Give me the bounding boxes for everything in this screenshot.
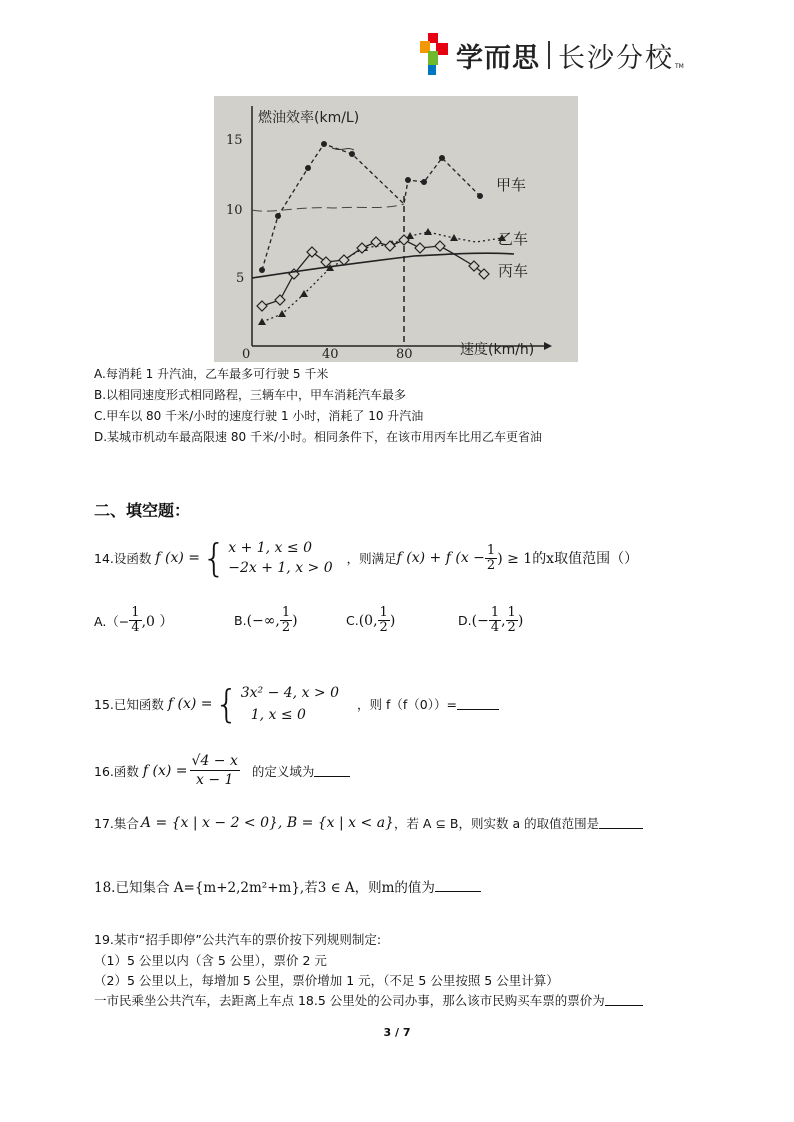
x-tick-40: 40 bbox=[322, 347, 339, 362]
x-axis-arrow bbox=[544, 342, 552, 350]
q15-brace: { bbox=[214, 682, 239, 726]
q16-frac bbox=[190, 752, 240, 789]
q14-option-d: D. (− $\frac{1}{4}$ , $\frac{1}{2}$ ) bbox=[458, 605, 524, 635]
x-tick-0: 0 bbox=[242, 347, 251, 362]
q14-option-a: A.（− $\frac{1}{4}$ ,0 ） bbox=[94, 605, 174, 635]
y-tick-5: 5 bbox=[236, 271, 245, 286]
q13-option-d: D.某城市机动车最高限速 80 千米/小时。相同条件下，在该市用丙车比用乙车更省油 bbox=[94, 430, 542, 444]
q14-cond-b: ) ≥ 1的x取值范围（） bbox=[497, 551, 639, 567]
q14-fx: f (x) = bbox=[155, 550, 201, 566]
series-label-jia: 甲车 bbox=[496, 176, 527, 194]
fuel-efficiency-chart bbox=[214, 96, 578, 362]
q19-line-4-text: 一市民乘坐公共汽车，去距离上车点 18.5 公里处的公司办事，那么该市民购买车票的票价为 bbox=[94, 993, 605, 1008]
series-jia-line bbox=[262, 144, 480, 270]
q19-line-2: （1）5 公里以内（含 5 公里），票价 2 元 bbox=[94, 953, 327, 968]
x-axis-label: 速度(km/h) bbox=[460, 342, 535, 358]
q14-option-c-frac: $\frac{1}{2}$ bbox=[379, 605, 388, 635]
header-logo bbox=[420, 32, 684, 78]
q14-option-c: C. (0, $\frac{1}{2}$ ) bbox=[346, 605, 396, 635]
q19-answer-blank bbox=[605, 994, 643, 1006]
q13-option-c: C.甲车以 80 千米/小时的速度行驶 1 小时，消耗了 10 升汽油 bbox=[94, 409, 424, 423]
q15-answer-blank bbox=[457, 698, 499, 710]
series-label-bing: 丙车 bbox=[498, 262, 529, 280]
brand-separator bbox=[548, 41, 550, 69]
series-label-yi: 乙车 bbox=[498, 230, 529, 248]
q14-prefix: 14.设函数 bbox=[94, 551, 152, 566]
q15-case-1: 3x² − 4, x > 0 bbox=[240, 685, 340, 701]
brand-branch: 长沙分校 bbox=[558, 42, 674, 74]
q14-case-1: x + 1, x ≤ 0 bbox=[228, 540, 312, 556]
q14-option-a-frac: $\frac{1}{4}$ bbox=[131, 605, 140, 635]
question-18 bbox=[94, 876, 481, 896]
page-number: 3 / 7 bbox=[383, 1026, 411, 1039]
x-tick-80: 80 bbox=[396, 347, 413, 362]
q17-prefix: 17.集合 bbox=[94, 816, 139, 831]
q16-prefix: 16.函数 bbox=[94, 763, 139, 779]
q15-suffix: ，则 f（f（0））= bbox=[357, 697, 457, 712]
q14-option-d-frac-2: $\frac{1}{2}$ bbox=[507, 605, 516, 635]
q14-option-b: B. (−∞, $\frac{1}{2}$ ) bbox=[234, 605, 298, 635]
q15-cases bbox=[241, 682, 339, 726]
q14-option-d-frac-1: $\frac{1}{4}$ bbox=[490, 605, 500, 635]
q13-option-a: A.每消耗 1 升汽油，乙车最多可行驶 5 千米 bbox=[94, 367, 329, 381]
question-17 bbox=[94, 814, 643, 832]
q16-answer-blank bbox=[314, 765, 350, 777]
pencil-mark-peak bbox=[332, 148, 354, 150]
q16-fx: f (x) = bbox=[142, 762, 188, 779]
q16-numerator: √4 − x bbox=[191, 753, 238, 769]
q16-suffix: 的定义域为 bbox=[251, 763, 315, 779]
q15-fx: f (x) = bbox=[167, 696, 213, 712]
question-15 bbox=[94, 682, 499, 726]
fuel-efficiency-figure bbox=[214, 96, 578, 362]
q18-answer-blank bbox=[435, 880, 481, 892]
brand-name: 学而思 bbox=[456, 42, 540, 74]
series-jia-points bbox=[259, 141, 483, 273]
q14-case-2: −2x + 1, x > 0 bbox=[228, 560, 333, 576]
pencil-mark-10 bbox=[252, 204, 404, 211]
q18-text: 18.已知集合 A={m+2,2m²+m},若3 ∈ A，则m的值为 bbox=[94, 880, 435, 896]
question-14 bbox=[94, 538, 638, 578]
y-axis-label: 燃油效率(km/L) bbox=[258, 110, 360, 126]
series-yi-line bbox=[262, 232, 502, 322]
q19-line-1: 19.某市“招手即停”公共汽车的票价按下列规则制定: bbox=[94, 932, 382, 947]
q14-brace: { bbox=[202, 536, 227, 580]
y-tick-15: 15 bbox=[226, 133, 243, 148]
section-title: 二、填空题： bbox=[94, 501, 191, 520]
q14-cond-a: f (x) + f (x − bbox=[396, 550, 485, 566]
q15-prefix: 15.已知函数 bbox=[94, 697, 164, 712]
q14-option-b-frac: $\frac{1}{2}$ bbox=[281, 605, 291, 635]
q16-denominator: x − 1 bbox=[195, 772, 234, 788]
q14-middle: ，则满足 bbox=[346, 551, 397, 566]
trademark: TM bbox=[675, 63, 684, 70]
question-16 bbox=[94, 752, 350, 789]
q19-line-3: （2）5 公里以上，每增加 5 公里，票价增加 1 元，（不足 5 公里按照 5 公里计算） bbox=[94, 973, 559, 988]
y-tick-10: 10 bbox=[226, 203, 243, 218]
q14-frac: $\frac{1}{2}$ bbox=[486, 542, 496, 573]
q13-option-b: B.以相同速度形式相同路程，三辆车中，甲车消耗汽车最多 bbox=[94, 388, 407, 402]
q17-set: A = {x | x − 2 < 0}, B = {x | x < a} bbox=[140, 815, 394, 831]
q17-answer-blank bbox=[599, 817, 643, 829]
q17-suffix: ，若 A ⊆ B，则实数 a 的取值范围是 bbox=[393, 816, 600, 831]
q15-case-2: 1, x ≤ 0 bbox=[250, 707, 306, 723]
q19-line-4 bbox=[94, 991, 643, 1009]
q14-cases bbox=[228, 538, 332, 578]
logo-icon bbox=[420, 33, 448, 77]
